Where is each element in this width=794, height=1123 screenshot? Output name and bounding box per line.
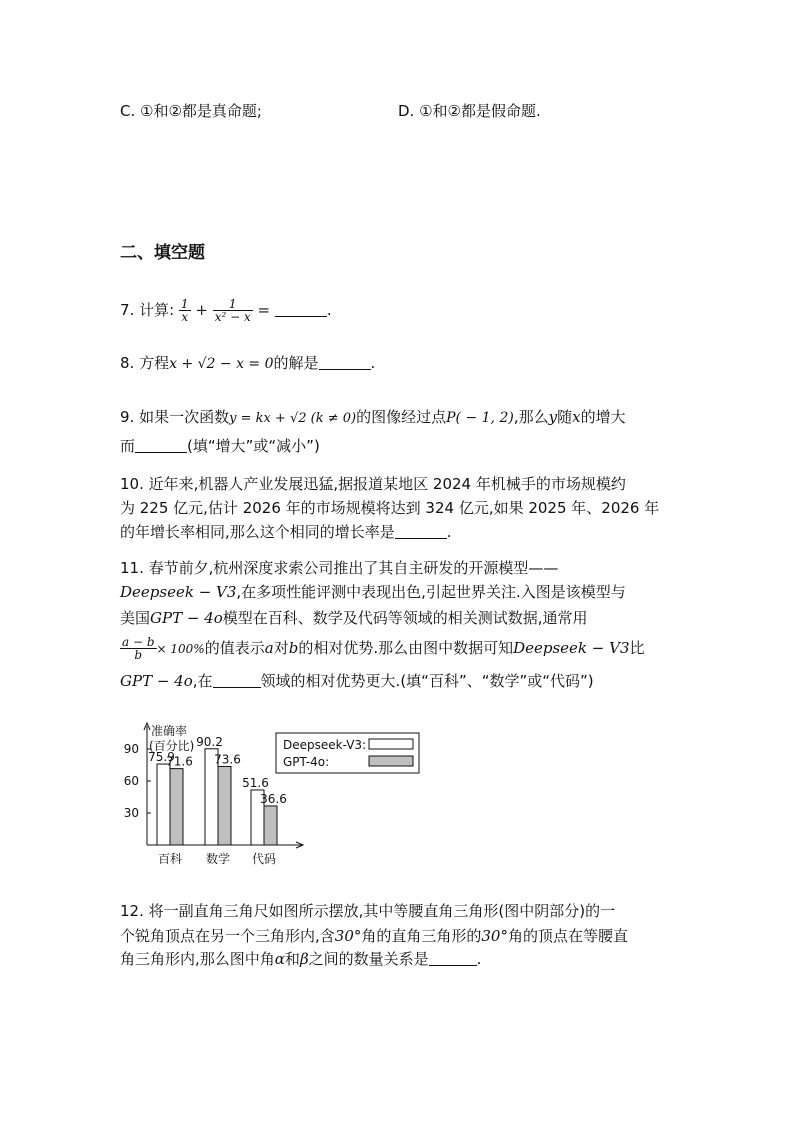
question-11-line-1: 11. 春节前夕,杭州深度求索公司推出了其自主研发的开源模型—— [120,559,559,577]
q9-text-c: ,那么 [513,408,549,426]
legend-swatch [369,756,413,766]
q7-prefix: 7. 计算: [120,301,175,319]
question-12-line-3 [120,948,481,970]
bar-value-label: 51.6 [242,775,269,790]
x-category-label: 数学 [205,852,231,866]
y-axis-unit-label: (百分比) [149,739,195,753]
q11-text-5a: ,在 [192,672,213,690]
q7-num-1: 1 [180,297,189,311]
question-9-line-2 [120,435,320,457]
q7-equals: = [257,301,271,319]
q7-plus: + [195,301,208,319]
q11-model-deepseek: Deepseek − V3 [120,583,237,601]
option-c: C. ①和②都是真命题; [120,102,262,120]
y-tick-label: 60 [123,774,139,788]
q10-text: 的年增长率相同,那么这个相同的增长率是 [120,523,395,541]
q9-text-f: 而 [120,437,136,455]
option-d: D. ①和②都是假命题. [398,102,541,120]
question-11-line-2 [120,581,626,603]
q12-text-3b: 和 [284,950,300,968]
q10-end: . [446,523,452,541]
legend-label: Deepseek-V3: [283,738,367,752]
q11-var-b: b [288,639,299,657]
q11-text-2: ,在多项性能评测中表现出色,引起世界关注.入图是该模型与 [236,583,626,601]
bar-value-label: 75.9 [148,750,175,765]
q11-text-3a: 美国 [120,609,151,627]
q12-text-2b: 角的直角三角形的 [361,927,482,945]
q7-end: . [326,301,332,319]
q7-fraction-1 [179,298,191,323]
q8-end: . [370,354,376,372]
bar-value-label: 36.6 [260,791,287,806]
question-12-line-2 [120,925,628,947]
legend-swatch [369,739,413,749]
q7-den-2: x² − x [214,310,251,324]
question-9-line-1 [120,406,626,430]
y-tick-label: 30 [123,806,139,820]
answer-blank-11[interactable] [213,673,261,688]
q7-num-2: 1 [213,298,253,311]
q9-text-d: 随 [557,408,573,426]
q9-text-g: (填“增大”或“减小”) [187,437,320,455]
answer-blank-8[interactable] [319,355,371,370]
q9-var-x: x [572,408,581,426]
bar-value-label: 71.6 [166,754,193,769]
y-axis-label: 准确率 [151,724,188,738]
q11-text-4c: 的相对优势.那么由图中数据可知 [298,639,514,657]
q9-function: y = kx + √2 (k ≠ 0) [229,411,357,426]
q11-text-5b: 领域的相对优势更大.(填“百科”、“数学”或“代码”) [260,672,594,690]
q12-text-3a: 角三角形内,那么图中角 [120,950,275,968]
q7-den-1: x [181,310,189,324]
bar [170,769,183,845]
question-10-line-2: 为 225 亿元,估计 2026 年的市场规模将达到 324 亿元,如果 2025 年、2026 年 [120,499,660,517]
q9-text-e: 的增大 [580,408,626,426]
x-category-label: 百科 [157,852,183,866]
q9-point: P( − 1, 2) [446,410,514,426]
q12-end: . [476,950,482,968]
q12-text-2c: 角的顶点在等腰直 [507,927,628,945]
q12-angle-30-b: 30° [481,927,508,945]
x-category-label: 代码 [251,852,277,866]
q12-beta: β [299,950,309,968]
q11-frac-num: a − b [122,635,155,649]
q12-text-3c: 之间的数量关系是 [308,950,429,968]
question-10-line-3 [120,521,452,543]
question-12-line-1: 12. 将一副直角三角尺如图所示摆放,其中等腰直角三角形(图中阴部分)的一 [120,902,616,920]
q11-text-4b: 对 [273,639,289,657]
q7-fraction-2 [213,298,253,323]
legend-label: GPT-4o: [283,755,330,769]
q11-fraction [120,636,157,661]
question-11-line-3 [120,607,588,629]
q9-text-a: 9. 如果一次函数 [120,408,230,426]
bar [218,766,231,845]
bar-chart [120,718,440,873]
q11-model-gpt-2: GPT − 4o [120,672,193,690]
question-10-line-1: 10. 近年来,机器人产业发展迅猛,据报道某地区 2024 年机械手的市场规模约 [120,475,626,493]
answer-blank-9[interactable] [135,438,187,453]
question-8 [120,352,375,375]
q9-var-y: y [548,408,558,426]
question-11-line-5 [120,670,594,692]
q11-text-3b: 模型在百科、数学及代码等领域的相关测试数据,通常用 [222,609,588,627]
q11-model-deepseek-2: Deepseek − V3 [513,639,630,657]
q11-text-4d: 比 [629,639,645,657]
bar [157,764,170,845]
question-7 [120,298,332,323]
q11-frac-den: b [134,648,143,662]
q8-suffix: 的解是 [273,354,319,372]
bar-value-label: 73.6 [214,752,241,767]
q11-percent: × 100% [156,642,205,656]
bar [264,806,277,845]
q9-text-b: 的图像经过点 [356,408,447,426]
q8-prefix: 8. 方程 [120,354,170,372]
section-title: 二、填空题 [120,243,205,263]
q11-var-a: a [264,639,274,657]
q12-text-2a: 个锐角顶点在另一个三角形内,含 [120,927,335,945]
question-11-line-4 [120,636,645,661]
answer-blank-10[interactable] [395,524,447,539]
bar-value-label: 90.2 [196,734,223,749]
q8-equation: x + √2 − x = 0 [169,356,274,372]
q12-angle-30-a: 30° [334,927,362,945]
q11-text-4a: 的值表示 [204,639,265,657]
answer-blank-12[interactable] [429,951,477,966]
q12-alpha: α [274,950,285,968]
q11-model-gpt: GPT − 4o [150,609,223,627]
y-tick-label: 90 [123,742,139,756]
answer-blank-7[interactable] [275,302,327,317]
